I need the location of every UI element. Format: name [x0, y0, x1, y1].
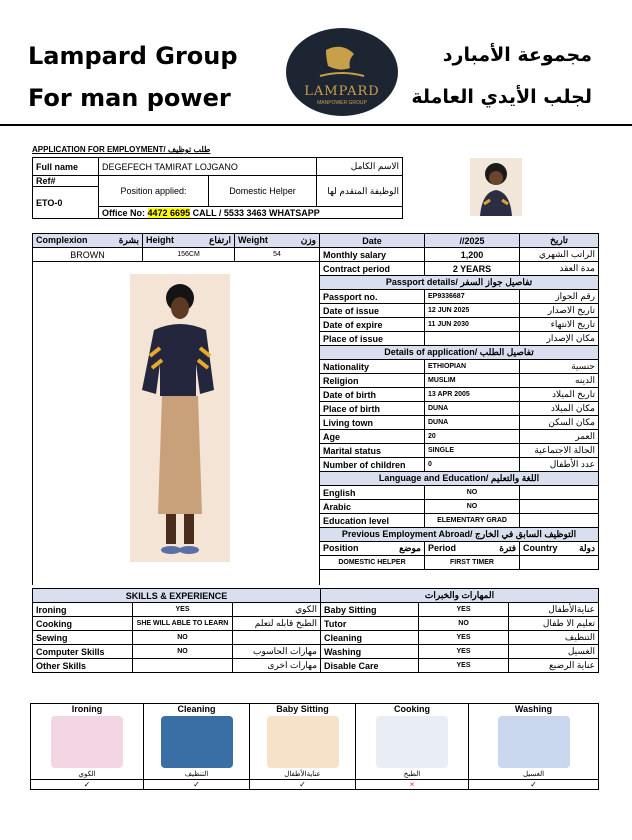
skill-check-mark: × [356, 780, 469, 790]
application-value: 20 [425, 430, 520, 444]
skills-header-ar: المهارات والخبرات [321, 589, 599, 603]
application-value: DUNA [425, 416, 520, 430]
application-value: SINGLE [425, 444, 520, 458]
skill-right-label: Tutor [321, 617, 419, 631]
skill-picture-icon [376, 716, 448, 768]
salary-value: 1,200 [425, 248, 520, 262]
skill-row [33, 617, 599, 631]
date-value: //2025 [425, 234, 520, 248]
skill-row [33, 645, 599, 659]
skill-left-label: Sewing [33, 631, 133, 645]
skill-left-value: YES [133, 603, 233, 617]
passport-row [320, 332, 599, 346]
passport-ar: تاريخ الاصدار [520, 304, 599, 318]
application-ar: مكان السكن [520, 416, 599, 430]
skill-icon-title: Baby Sitting [276, 704, 329, 714]
position-ar: الوظيفة المتقدم لها [317, 176, 403, 207]
skill-icon-cell [144, 704, 250, 780]
skill-right-ar: تعليم الا طفال [509, 617, 599, 631]
skill-right-value: YES [419, 645, 509, 659]
passport-row [320, 304, 599, 318]
skill-right-ar: الغسيل [509, 645, 599, 659]
passport-ar: مكان الإصدار [520, 332, 599, 346]
skill-icon-title: Cleaning [177, 704, 216, 714]
personal-info-table [32, 157, 403, 219]
passport-value: 11 JUN 2030 [425, 318, 520, 332]
passport-value: 12 JUN 2025 [425, 304, 520, 318]
application-label: Living town [320, 416, 425, 430]
skill-icon-cell [469, 704, 599, 780]
skill-left-value [133, 659, 233, 673]
prev-employment-header: Previous Employment Abroad/ التوظيف السابق في الخارج [320, 528, 599, 542]
company-name-en: Lampard Group [28, 42, 238, 70]
application-value: DUNA [425, 402, 520, 416]
application-label: Number of children [320, 458, 425, 472]
skill-right-label: Disable Care [321, 659, 419, 673]
applicant-photo-small [470, 158, 522, 216]
full-name-ar: الاسم الكامل [317, 158, 403, 176]
application-row [320, 444, 599, 458]
application-ar: الحالة الاجتماعية [520, 444, 599, 458]
contract-value: 2 YEARS [425, 262, 520, 276]
language-value: NO [425, 500, 520, 514]
applicant-photo-full [130, 274, 230, 562]
skill-row [33, 603, 599, 617]
skill-left-ar [233, 631, 321, 645]
language-value: NO [425, 486, 520, 500]
company-tagline-en: For man power [28, 84, 231, 112]
skill-left-ar: مهارات الحاسوب [233, 645, 321, 659]
language-label: English [320, 486, 425, 500]
skill-left-label: Ironing [33, 603, 133, 617]
skill-icon-cell [250, 704, 356, 780]
application-label: Marital status [320, 444, 425, 458]
skill-right-label: Washing [321, 645, 419, 659]
language-label: Education level [320, 514, 425, 528]
language-row [320, 486, 599, 500]
skill-picture-icon [161, 716, 233, 768]
ref-value: ETO-0 [33, 187, 99, 219]
salary-label: Monthly salary [320, 248, 425, 262]
skill-icon-ar: الطبخ [403, 771, 421, 778]
prev-period-label: Period فترة [425, 542, 520, 556]
language-blank [520, 500, 599, 514]
application-row [320, 374, 599, 388]
skill-left-value: SHE WILL ABLE TO LEARN [133, 617, 233, 631]
logo-subtext: MANPOWER GROUP [317, 100, 367, 106]
skill-picture-icon [498, 716, 570, 768]
passport-label: Place of issue [320, 332, 425, 346]
language-blank [520, 514, 599, 528]
skill-right-value: YES [419, 631, 509, 645]
passport-header: Passport details/ تفاصيل جواز السفر [320, 276, 599, 290]
application-row [320, 430, 599, 444]
prev-period-value: FIRST TIMER [425, 556, 520, 570]
application-row [320, 458, 599, 472]
passport-ar: رقم الجواز [520, 290, 599, 304]
skill-left-value: NO [133, 631, 233, 645]
language-row [320, 514, 599, 528]
skill-right-label: Cleaning [321, 631, 419, 645]
language-label: Arabic [320, 500, 425, 514]
office-contact [99, 207, 403, 219]
skill-left-value: NO [133, 645, 233, 659]
skill-icon-ar: الكوي [78, 771, 96, 778]
complexion-value: BROWN [33, 248, 143, 262]
application-value: ETHIOPIAN [425, 360, 520, 374]
prev-country-value [520, 556, 599, 570]
skills-icon-table [30, 703, 599, 790]
application-value: 0 [425, 458, 520, 472]
passport-ar: تاريخ الانتهاء [520, 318, 599, 332]
company-name-ar: مجموعة الأمبارد [442, 44, 592, 66]
skill-left-label: Other Skills [33, 659, 133, 673]
office-phone: 4472 6695 [147, 207, 191, 218]
application-value: MUSLIM [425, 374, 520, 388]
language-header: Language and Education/ اللغة والتعليم [320, 472, 599, 486]
prev-country-label: Country دولة [520, 542, 599, 556]
prev-position-value: DOMESTIC HELPER [320, 556, 425, 570]
details-table [319, 233, 599, 570]
application-ar: جنسية [520, 360, 599, 374]
skill-picture-icon [51, 716, 123, 768]
passport-label: Passport no. [320, 290, 425, 304]
skill-check-mark: ✓ [31, 780, 144, 790]
weight-value: 54 [235, 248, 320, 262]
contract-ar: مدة العقد [520, 262, 599, 276]
skill-check-mark: ✓ [250, 780, 356, 790]
skill-icon-title: Ironing [71, 704, 103, 714]
application-ar: عدد الأطفال [520, 458, 599, 472]
ref-label: Ref# [33, 176, 99, 187]
application-ar: العمر [520, 430, 599, 444]
application-label: Date of birth [320, 388, 425, 402]
application-ar: تاريخ الميلاد [520, 388, 599, 402]
skill-right-value: YES [419, 603, 509, 617]
skill-row [33, 631, 599, 645]
language-value: ELEMENTARY GRAD [425, 514, 520, 528]
skill-row [33, 659, 599, 673]
application-label: Religion [320, 374, 425, 388]
weight-header: Weight وزن [235, 234, 320, 248]
skill-right-ar: التنظيف [509, 631, 599, 645]
application-value: 13 APR 2005 [425, 388, 520, 402]
position-label: Position applied: [99, 176, 209, 207]
skill-right-value: NO [419, 617, 509, 631]
company-logo [286, 28, 398, 116]
language-blank [520, 486, 599, 500]
skill-check-mark: ✓ [144, 780, 250, 790]
full-name-label: Full name [33, 158, 99, 176]
skill-check-mark: ✓ [469, 780, 599, 790]
skill-icon-title: Washing [514, 704, 553, 714]
skill-right-ar: عنايةالأطفال [509, 603, 599, 617]
passport-value [425, 332, 520, 346]
skill-left-label: Computer Skills [33, 645, 133, 659]
application-label: Nationality [320, 360, 425, 374]
language-row [320, 500, 599, 514]
application-row [320, 360, 599, 374]
application-ar: الدينه [520, 374, 599, 388]
contract-label: Contract period [320, 262, 425, 276]
skill-icon-ar: الغسيل [522, 771, 545, 778]
application-row [320, 402, 599, 416]
skill-picture-icon [267, 716, 339, 768]
passport-label: Date of expire [320, 318, 425, 332]
skill-left-ar: الطبخ قابله لتعلم [233, 617, 321, 631]
application-label: Age [320, 430, 425, 444]
date-label: Date [320, 234, 425, 248]
salary-ar: الراتب الشهري [520, 248, 599, 262]
position-value: Domestic Helper [209, 176, 317, 207]
skill-icon-cell [31, 704, 144, 780]
skill-icon-title: Cooking [394, 704, 430, 714]
height-header: Height ارتفاع [143, 234, 235, 248]
full-name-value: DEGEFECH TAMIRAT LOJGANO [99, 158, 317, 176]
application-ar: مكان الميلاد [520, 402, 599, 416]
skill-left-ar: الكوي [233, 603, 321, 617]
office-rest: CALL / 5533 3463 WHATSAPP [192, 207, 320, 218]
icon-mark-row [31, 780, 599, 790]
skill-icon-ar: عنايةالأطفال [284, 771, 321, 778]
date-ar: تاريخ [520, 234, 599, 248]
passport-value: EP9336687 [425, 290, 520, 304]
passport-row [320, 290, 599, 304]
prev-position-label: Position موضع [320, 542, 425, 556]
office-label: Office No: [102, 207, 146, 218]
skill-right-ar: عناية الرضيع [509, 659, 599, 673]
application-row [320, 416, 599, 430]
logo-text: LAMPARD [304, 84, 380, 99]
header-divider [0, 124, 632, 126]
complexion-header: Complexion بشرة [33, 234, 143, 248]
application-title: APPLICATION FOR EMPLOYMENT/ طلب توظيف [32, 145, 211, 154]
skills-header-en: SKILLS & EXPERIENCE [33, 589, 321, 603]
skill-left-label: Cooking [33, 617, 133, 631]
skill-icon-cell [356, 704, 469, 780]
skill-left-ar: مهارات اخرى [233, 659, 321, 673]
application-label: Place of birth [320, 402, 425, 416]
skill-icon-ar: التنظيف [184, 771, 209, 778]
application-header: Details of application/ تفاصيل الطلب [320, 346, 599, 360]
skill-right-value: YES [419, 659, 509, 673]
company-tagline-ar: لجلب الأيدي العاملة [411, 86, 592, 108]
height-value: 156CM [143, 248, 235, 262]
application-row [320, 388, 599, 402]
icon-row [31, 704, 599, 780]
skill-right-label: Baby Sitting [321, 603, 419, 617]
skills-table [32, 588, 599, 673]
passport-label: Date of issue [320, 304, 425, 318]
passport-row [320, 318, 599, 332]
